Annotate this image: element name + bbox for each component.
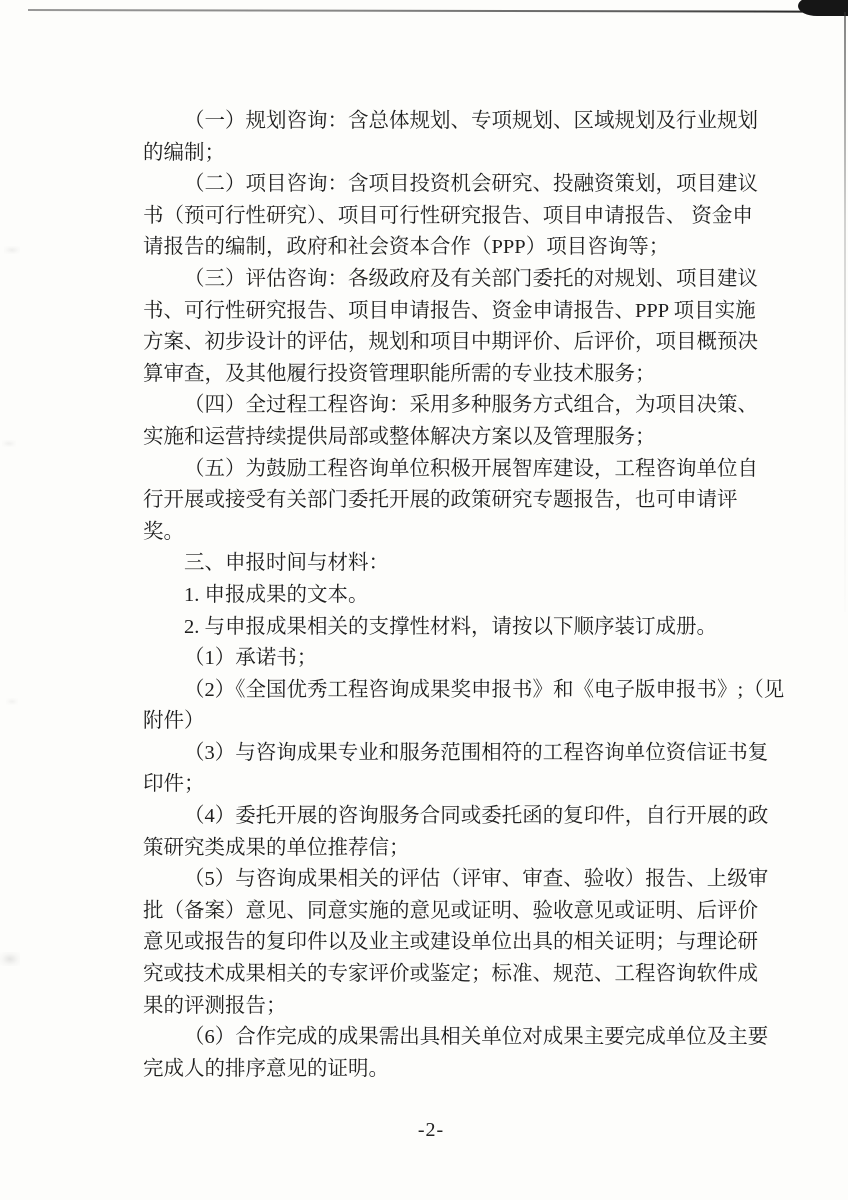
page-number: -2- — [417, 1119, 445, 1141]
text-line: 三、申报时间与材料： — [184, 552, 389, 575]
text-line: （二）项目咨询：含项目投资机会研究、投融资策划，项目建议 — [184, 173, 758, 196]
text-line: 究或技术成果相关的专家评价或鉴定；标准、规范、工程咨询软件成 — [143, 963, 758, 986]
text-line: （2）《全国优秀工程咨询成果奖申报书》和《电子版申报书》;（见 — [184, 678, 785, 701]
text-line: 批（备案）意见、同意实施的意见或证明、验收意见或证明、后评价 — [143, 899, 758, 922]
text-line: 请报告的编制，政府和社会资本合作（PPP）项目咨询等； — [143, 236, 670, 259]
text-line: （四）全过程工程咨询：采用多种服务方式组合，为项目决策、 — [184, 394, 758, 417]
text-line: 实施和运营持续提供局部或整体解决方案以及管理服务； — [143, 425, 656, 448]
text-line: （3）与咨询成果专业和服务范围相符的工程咨询单位资信证书复 — [184, 741, 769, 764]
text-line: 果的评测报告； — [143, 994, 287, 1017]
text-line: 书、可行性研究报告、项目申请报告、资金申请报告、PPP 项目实施 — [143, 299, 756, 322]
scan-smudge-artifact — [4, 246, 20, 254]
text-line: 2. 与申报成果相关的支撑性材料，请按以下顺序装订成册。 — [184, 615, 717, 638]
scan-smudge-artifact — [6, 698, 18, 705]
scan-right-edge-artifact — [844, 12, 846, 612]
text-line: （6）合作完成的成果需出具相关单位对成果主要完成单位及主要 — [184, 1026, 769, 1049]
text-line: （1）承诺书； — [184, 647, 318, 670]
text-line: 行开展或接受有关部门委托开展的政策研究专题报告，也可申请评 — [143, 489, 738, 512]
text-line: 的编制； — [143, 141, 225, 164]
scan-smudge-artifact — [2, 440, 16, 447]
scan-topline-artifact — [28, 9, 840, 13]
scan-smudge-artifact — [0, 952, 20, 966]
text-line: （5）与咨询成果相关的评估（评审、审查、验收）报告、上级审 — [184, 868, 769, 891]
text-line: 完成人的排序意见的证明。 — [143, 1057, 389, 1080]
text-line: 印件； — [143, 773, 205, 796]
text-line: 算审查，及其他履行投资管理职能所需的专业技术服务； — [143, 362, 656, 385]
text-line: 策研究类成果的单位推荐信； — [143, 836, 410, 859]
text-line: 奖。 — [143, 520, 184, 543]
text-line: 意见或报告的复印件以及业主或建设单位出具的相关证明；与理论研 — [143, 931, 758, 954]
text-line: 方案、初步设计的评估，规划和项目中期评价、后评价，项目概预决 — [143, 331, 758, 354]
text-line: 附件） — [143, 710, 205, 733]
text-lines — [143, 106, 783, 1085]
text-line: （4）委托开展的咨询服务合同或委托函的复印件，自行开展的政 — [184, 805, 769, 828]
text-line: （三）评估咨询：各级政府及有关部门委托的对规划、项目建议 — [184, 267, 758, 290]
text-line: 1. 申报成果的文本。 — [184, 583, 369, 606]
text-line: 书（预可行性研究）、项目可行性研究报告、项目申请报告、 资金申 — [143, 204, 753, 227]
text-line: （五）为鼓励工程咨询单位积极开展智库建设，工程咨询单位自 — [184, 457, 758, 480]
text-line: （一）规划咨询：含总体规划、专项规划、区域规划及行业规划 — [184, 110, 758, 132]
scan-corner-blob-artifact — [798, 0, 848, 16]
